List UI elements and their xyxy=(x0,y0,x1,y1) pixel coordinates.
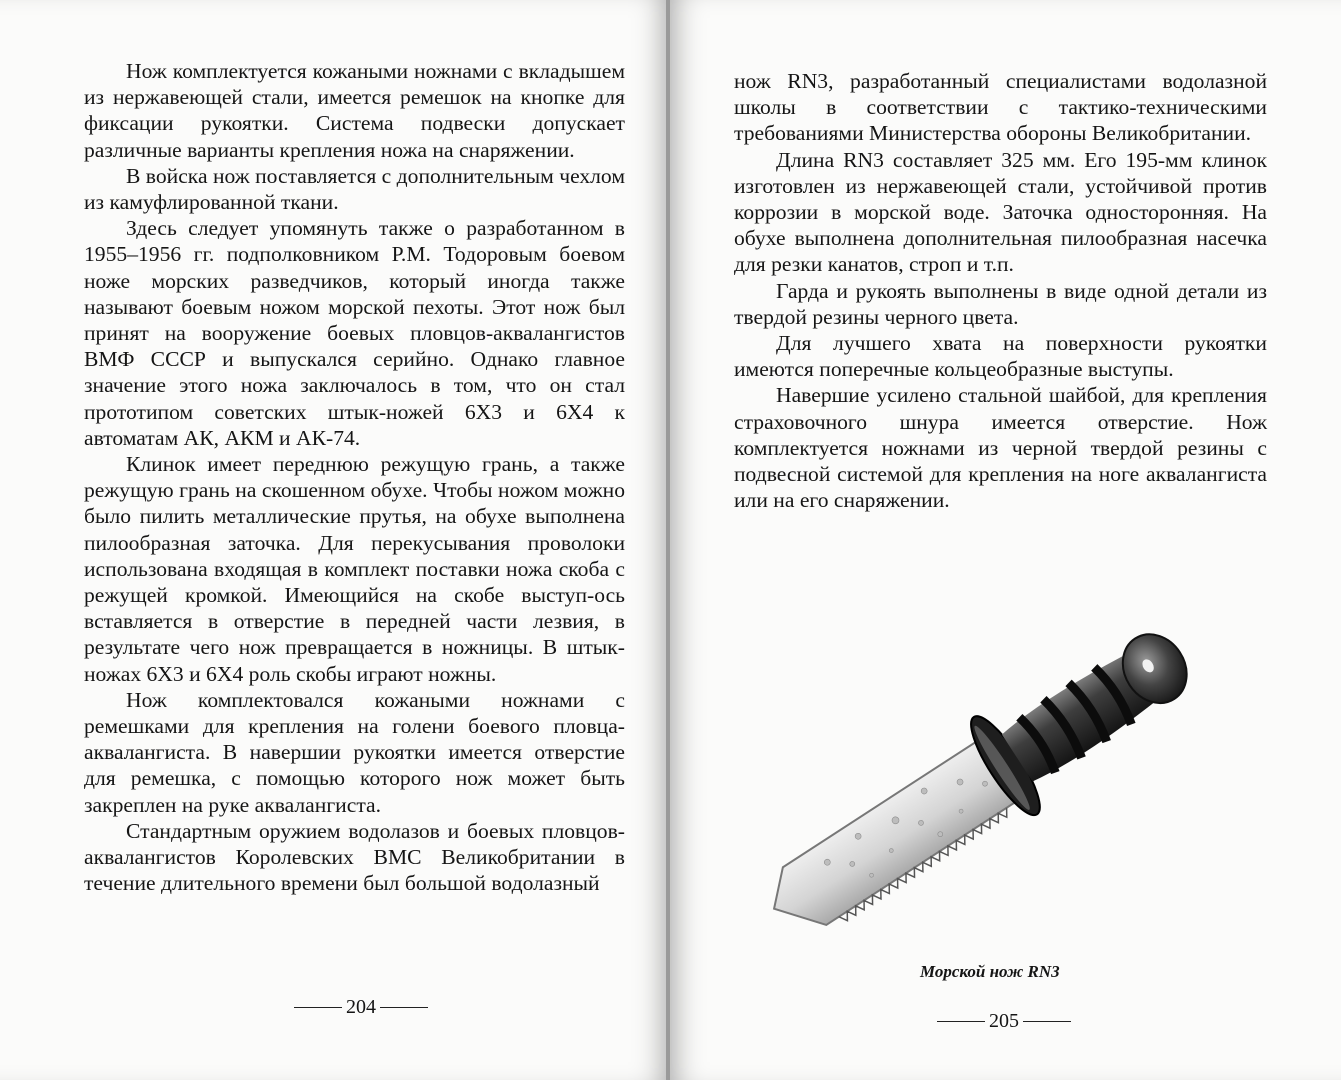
right-paragraph-3: Для лучшего хвата на поверхности рукоятки имеются поперечные кольцеобразные выступы. xyxy=(734,331,1267,382)
left-page-number-text: 204 xyxy=(346,996,376,1018)
folio-rule-right xyxy=(380,1007,428,1008)
left-paragraph-5: Нож комплектовался кожаными ножнами с ремешками для крепления на голени боевого пловца-аквалангиста. В навершии рукоятки имеется отверстие для ремешка, с помощью которого нож может быть закреплен на руке аквалангиста. xyxy=(84,687,625,817)
left-page-number xyxy=(290,996,432,1019)
folio-rule-left xyxy=(937,1021,985,1022)
folio-rule-right xyxy=(1023,1021,1071,1022)
left-page xyxy=(0,0,668,1080)
right-page-number-text: 205 xyxy=(989,1010,1019,1032)
right-continuation: нож RN3, разработанный специалистами водолазной школы в соответствии с тактико-техническими требованиями Министерства обороны Великобритании. xyxy=(734,69,1267,146)
right-page-number xyxy=(933,1010,1075,1033)
left-paragraph-3: Здесь следует упомянуть также о разработанном в 1955–1956 гг. подполковником Р.М. Тодоровым боевом ноже морских разведчиков, который иногда также называют боевым ножом морской пехоты. Этот нож был принят на вооружение боевых пловцов-аквалангистов ВМФ СССР и выпускался серийно. Однако главное значение этого ножа заключалось в том, что он стал прототипом советских штык-ножей 6Х3 и 6Х4 к автоматам АК, АКМ и АК-74. xyxy=(84,216,625,450)
right-paragraph-2: Гарда и рукоять выполнены в виде одной детали из твердой резины черного цвета. xyxy=(734,278,1267,329)
right-text-block xyxy=(734,68,1267,513)
folio-rule-left xyxy=(294,1007,342,1008)
left-text-block xyxy=(84,58,625,897)
right-paragraph-4: Навершие усилено стальной шайбой, для крепления страховочного шнура имеется отверстие. Нож комплектуется ножнами из черной твердой резины с подвесной системой для крепления на ноге аквалангиста или на его снаряжении. xyxy=(734,383,1267,513)
figure-caption: Морской нож RN3 xyxy=(920,962,1060,981)
right-page xyxy=(670,0,1341,1080)
left-paragraph-2: В войска нож поставляется с дополнительным чехлом из камуфлированной ткани. xyxy=(84,163,625,215)
left-paragraph-6: Стандартным оружием водолазов и боевых пловцов-аквалангистов Королевских ВМС Великобритании в течение длительного времени был большой водолазный xyxy=(84,818,625,896)
right-paragraph-1: Длина RN3 составляет 325 мм. Его 195-мм клинок изготовлен из нержавеющей стали, устойчивой против коррозии в морской воде. Заточка односторонняя. На обухе выполнена дополнительная пилообразная насечка для резки канатов, строп и т.п. xyxy=(734,147,1267,277)
knife-rn3-illustration xyxy=(740,570,1300,940)
left-paragraph-1: Нож комплектуется кожаными ножнами с вкладышем из нержавеющей стали, имеется ремешок на кнопке для фиксации рукоятки. Система подвески допускает различные варианты крепления ножа на снаряжении. xyxy=(84,59,625,162)
left-paragraph-4: Клинок имеет переднюю режущую грань, а также режущую грань на скошенном обухе. Чтобы ножом можно было пилить металлические прутья, на обухе выполнена пилообразная заточка. Для перекусывания проволоки использована входящая в комплект поставки ножа скоба с режущей кромкой. Имеющийся на скобе выступ-ось вставляется в отверстие в передней части лезвия, в результате чего нож превращается в ножницы. В штык-ножах 6Х3 и 6Х4 роль скобы играют ножны. xyxy=(84,452,625,686)
